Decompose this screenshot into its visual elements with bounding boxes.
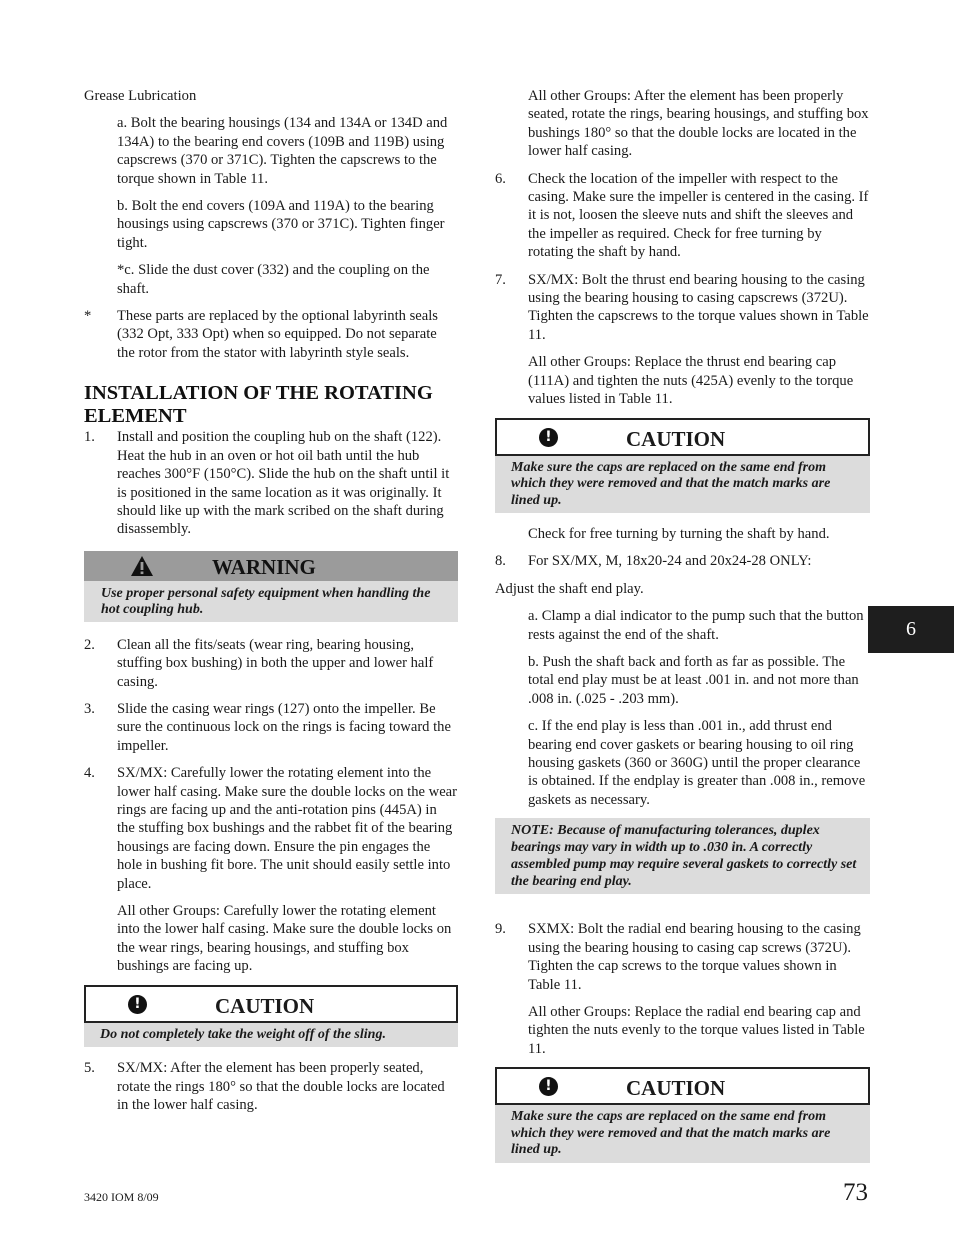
caution-text: Do not completely take the weight off of the sling.: [84, 1023, 458, 1048]
item-text: SX/MX: Carefully lower the rotating element into the lower half casing. Make sure the double locks on the wear rings are facing up and the anti-rotation pins (445A) in the stuffing box bushings and the rabbet fit of the bearing housings are facing down. Ensure the pin engages the hole in bushing fit bore. The unit should easily settle into place.: [117, 765, 458, 892]
item4-other-groups: All other Groups: Carefully lower the rotating element into the lower half casing. Make sure the double locks on the wear rings, bearing housings, and stuffing box bushings are facing up.: [117, 903, 452, 975]
item-text: For SX/MX, M, 18x20-24 and 20x24-28 ONLY:: [528, 553, 812, 570]
caution-label: CAUTION: [626, 426, 726, 451]
caution-header: [84, 985, 458, 1023]
caution-box: [495, 418, 870, 514]
caution-text: Make sure the caps are replaced on the same end from which they were removed and that the match marks are lined up.: [495, 1105, 870, 1163]
footnote-text: These parts are replaced by the optional labyrinth seals (332 Opt, 333 Opt) when so equipped. Do not separate the rotor from the stator with labyrinth style seals.: [117, 308, 438, 361]
item-text: Check the location of the impeller with respect to the casing. Make sure the impeller is centered in the casing. If it is not, loosen the sleeve nuts and shift the sleeves and the impeller as required. Check for free turning by rotating the shaft by hand.: [528, 170, 869, 261]
list-item: [495, 552, 870, 570]
list-item: [495, 170, 870, 262]
item-number: 1.: [84, 429, 95, 446]
grease-lubrication-heading: Grease Lubrication: [84, 88, 197, 104]
item-text: Install and position the coupling hub on the shaft (122). Heat the hub in an oven or hot oil bath until the hub reaches 300°F (150°C). Slide the hub on the shaft until it is positioned in the same location as it was originally. It should like up with the mark scribed on the shaft during disassembly.: [117, 429, 450, 538]
caution-label: CAUTION: [626, 1076, 726, 1101]
item-text: Clean all the fits/seats (wear ring, bearing housing, stuffing box bushing) in both the upper and lower half casing.: [117, 636, 434, 690]
footnote-mark: *: [84, 308, 92, 325]
step-c: *c. Slide the dust cover (332) and the coupling on the shaft.: [117, 262, 430, 297]
list-item: [84, 700, 458, 755]
item-text: SX/MX: Bolt the thrust end bearing housing to the casing using the bearing housing to casing capscrews (372U). Tighten the capscrews to the torque values shown in Table 11.: [528, 271, 869, 343]
footnote: [84, 307, 458, 362]
list-item: [495, 271, 870, 345]
section-tab: 6: [868, 606, 954, 653]
list-item: [84, 428, 458, 538]
step-a: a. Bolt the bearing housings (134 and 134A or 134D and 134A) to the bearing end covers (109B and 119B) using capscrews (370 or 371C). Tighten the capscrews to the torque shown in Table 11.: [117, 115, 448, 187]
warning-text: Use proper personal safety equipment when handling the hot coupling hub.: [84, 581, 458, 622]
step-8c: c. If the end play is less than .001 in., add thrust end bearing end cover gaskets or bearing housing to oil ring housing gaskets (360 or 360G) until the proper clearance is obtained. If the endplay is greater than .008 in., remove gaskets as necessary.: [528, 718, 866, 808]
item5-other-groups: All other Groups: After the element has been properly seated, rotate the rings, bearing housings, and stuffing box bushings 180° so that the double locks are located in the lower half casing.: [528, 88, 869, 160]
page-number: 73: [843, 1179, 868, 1206]
left-column: [84, 87, 458, 1123]
item-number: 5.: [84, 1060, 95, 1077]
caution-header: [495, 418, 870, 456]
item-text: SXMX: Bolt the radial end bearing housing to the casing using the bearing housing to casing cap screws (372U). Tighten the cap screws to the torque values shown in Table 11.: [528, 921, 861, 993]
step-b: b. Bolt the end covers (109A and 119A) to the bearing housings using capscrews (370 or 371C). Tighten finger tight.: [117, 198, 445, 251]
list-item: [495, 920, 870, 994]
warning-label: WARNING: [212, 554, 316, 579]
caution-box: [84, 985, 458, 1048]
item-number: 7.: [495, 271, 506, 288]
item-number: 4.: [84, 765, 95, 782]
section-title: INSTALLATION OF THE ROTATING ELEMENT: [84, 382, 433, 427]
warning-box: [84, 551, 458, 622]
warning-triangle-icon: [130, 555, 154, 582]
step-8b: b. Push the shaft back and forth as far as possible. The total end play must be at least .001 in. and not more than .008 in. (.025 - .203 mm).: [528, 654, 859, 707]
caution-label: CAUTION: [215, 993, 315, 1018]
check-free-turning: Check for free turning by turning the shaft by hand.: [528, 526, 830, 542]
item-number: 8.: [495, 553, 506, 570]
item-text: Slide the casing wear rings (127) onto the impeller. Be sure the continuous lock on the rings is facing toward the impeller.: [117, 700, 451, 754]
caution-header: [495, 1067, 870, 1105]
item-number: 6.: [495, 170, 506, 187]
exclamation-circle-icon: !: [539, 1077, 558, 1096]
list-item: [84, 636, 458, 691]
adjust-end-play: Adjust the shaft end play.: [495, 580, 644, 597]
item9-other-groups: All other Groups: Replace the radial end bearing cap and tighten the nuts evenly to the torque values listed in Table 11.: [528, 1003, 865, 1057]
item-number: 2.: [84, 636, 95, 653]
step-8a: a. Clamp a dial indicator to the pump such that the button rests against the end of the shaft.: [528, 608, 864, 643]
right-column: [495, 87, 870, 1175]
list-item: [84, 764, 458, 893]
item7-other-groups: All other Groups: Replace the thrust end bearing cap (111A) and tighten the nuts (425A) evenly to the torque values listed in Table 11.: [528, 354, 854, 408]
exclamation-circle-icon: !: [128, 995, 147, 1014]
document-code: 3420 IOM 8/09: [84, 1190, 159, 1204]
list-item: [84, 1059, 458, 1114]
item-text: SX/MX: After the element has been properly seated, rotate the rings 180° so that the double locks are located in the lower half casing.: [117, 1060, 445, 1113]
item-number: 3.: [84, 700, 95, 717]
warning-header: [84, 551, 458, 581]
caution-box: [495, 1067, 870, 1163]
item-number: 9.: [495, 921, 506, 938]
note-box: NOTE: Because of manufacturing tolerances, duplex bearings may vary in width up to .030 in. A correctly assembled pump may require several gaskets to correctly set the bearing end play.: [495, 818, 870, 894]
caution-text: Make sure the caps are replaced on the same end from which they were removed and that the match marks are lined up.: [495, 456, 870, 514]
exclamation-circle-icon: !: [539, 428, 558, 447]
